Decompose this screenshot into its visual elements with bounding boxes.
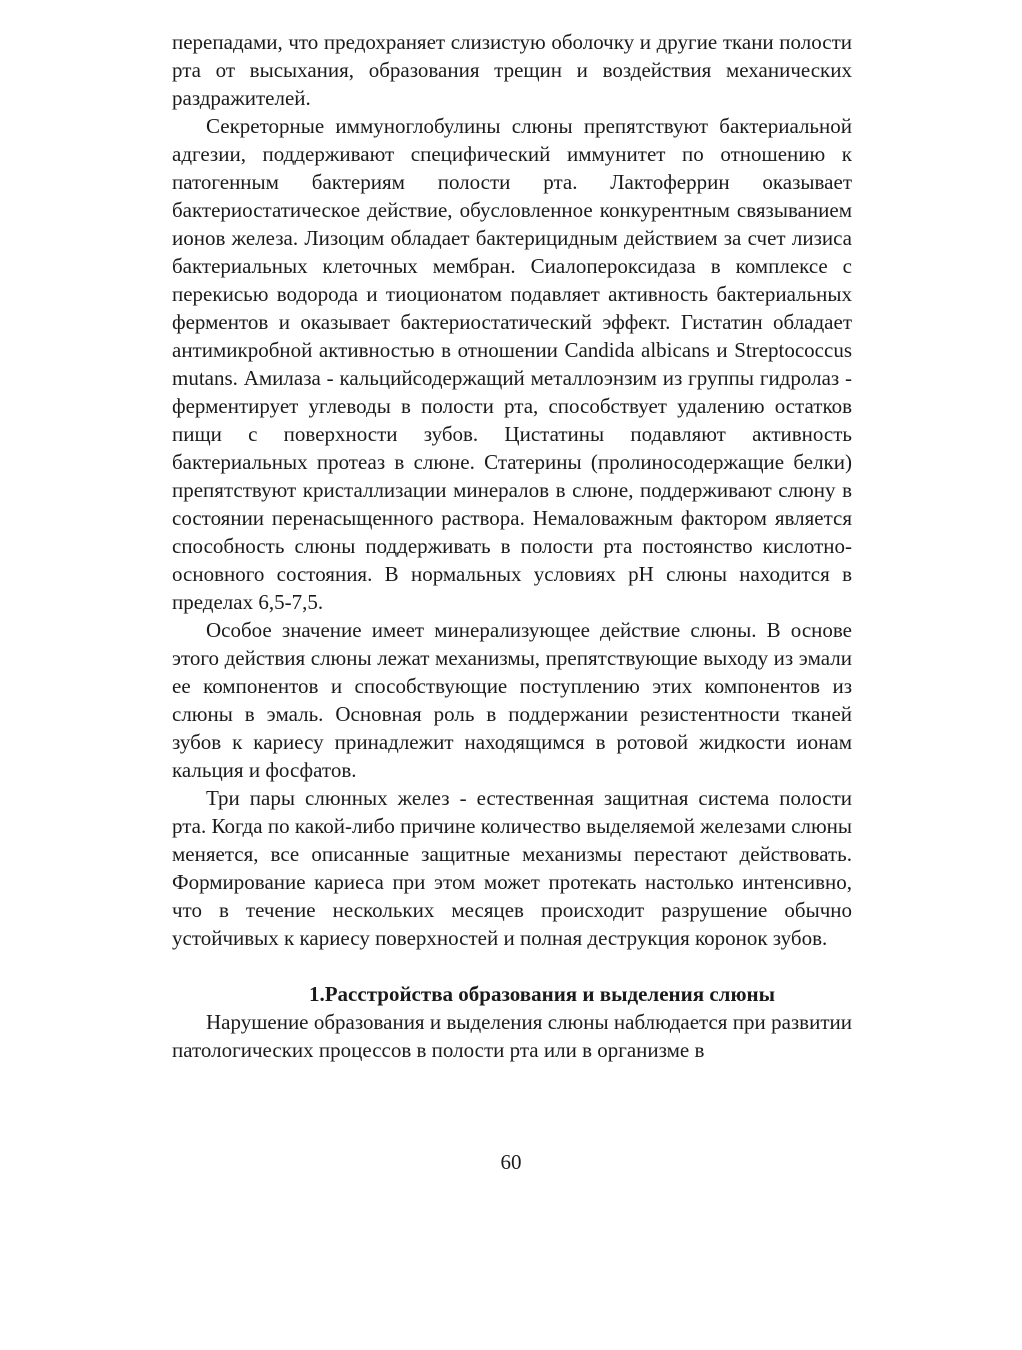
paragraph-immunoglobulins: Секреторные иммуноглобулины слюны препятствуют бактериальной адгезии, поддерживают специфический иммунитет по отношению к патогенным бактериям полости рта. Лактоферрин оказывает бактериостатическое действие, обусловленное конкурентным связыванием ионов железа. Лизоцим обладает бактерицидным действием за счет лизиса бактериальных клеточных мембран. Сиалопероксидаза в комплексе с перекисью водорода и тиоционатом подавляет активность бактериальных ферментов и оказывает бактериостатический эффект. Гистатин обладает антимикробной активностью в отношении Candida albicans и Streptococcus mutans. Амилаза - кальцийсодержащий металлоэнзим из группы гидролаз - ферментирует углеводы в полости рта, способствует удалению остатков пищи с поверхности зубов. Цистатины подавляют активность бактериальных протеаз в слюне. Статерины (пролиносодержащие белки) препятствуют кристаллизации минералов в слюне, поддерживают слюну в состоянии перенасыщенного раствора. Немаловажным фактором является способность слюны поддерживать в полости рта постоянство кислотно-основного состояния. В нормальных условиях pH слюны находится в пределах 6,5-7,5. (172, 114, 852, 614)
page-number: 60 (500, 1150, 522, 1174)
section-heading: 1.Расстройства образования и выделения слюны (308, 982, 775, 1006)
page-body (172, 28, 852, 1064)
paragraph-salivary-glands: Три пары слюнных желез - естественная защитная система полости рта. Когда по какой-либо причине количество выделяемой железами слюны меняется, все описанные защитные механизмы перестают действовать. Формирование кариеса при этом может протекать настолько интенсивно, что в течение нескольких месяцев происходит разрушение обычно устойчивых к кариесу поверхностей и полная деструкция коронок зубов. (172, 786, 852, 950)
paragraph-mineralization: Особое значение имеет минерализующее действие слюны. В основе этого действия слюны лежат механизмы, препятствующие выходу из эмали ее компонентов и способствующие поступлению этих компонентов из слюны в эмаль. Основная роль в поддержании резистентности тканей зубов к кариесу принадлежит находящимся в ротовой жидкости ионам кальция и фосфатов. (172, 618, 852, 782)
paragraph-intro-continuation: перепадами, что предохраняет слизистую оболочку и другие ткани полости рта от высыхания, образования трещин и воздействия механических раздражителей. (172, 30, 852, 110)
paragraph-section-start: Нарушение образования и выделения слюны наблюдается при развитии патологических процессов в полости рта или в организме в (172, 1010, 852, 1062)
